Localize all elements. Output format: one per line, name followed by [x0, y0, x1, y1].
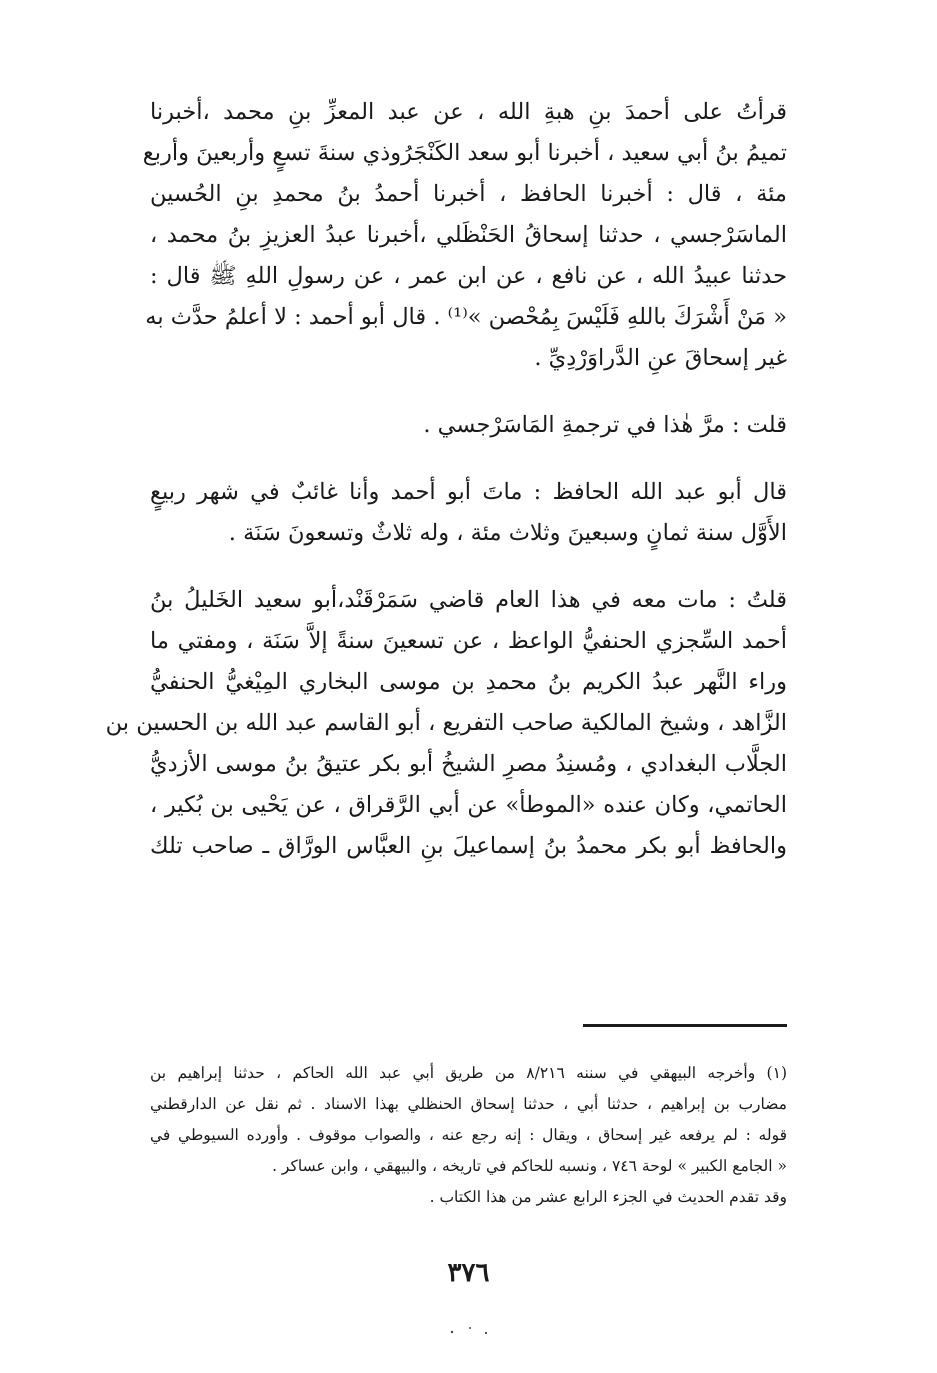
- footnote-line: وقد تقدم الحديث في الجزء الرابع عشر من هذا الكتاب .: [429, 1188, 787, 1206]
- scan-specks: [440, 1320, 500, 1340]
- text-line: والحافظ أبو بكر محمدُ بنُ إسماعيلَ بنِ العبَّاس الورَّاق ـ صاحب تلك: [150, 833, 787, 859]
- footnote-line: مضارب بن إبراهيم ، حدثنا أبي ، حدثنا إسحاق الحنظلي بهذا الاسناد . ثم نقل عن الدارقطني: [150, 1095, 787, 1113]
- text-line: الحاتمي، وكان عنده «الموطأ» عن أبي الرَّقراق ، عن يَحْيى بن بُكير ،: [150, 792, 787, 818]
- page-number: ٣٧٦: [447, 1258, 490, 1288]
- text-line: قلتُ : مات معه في هذا العام قاضي سَمَرْقَنْد،أبو سعيد الخَليلُ بنُ: [150, 587, 787, 613]
- footnote-line: « الجامع الكبير » لوحة ٧٤٦ ، ونسبه للحاكم في تاريخه ، والبيهقي ، وابن عساكر .: [272, 1157, 787, 1175]
- text-line: الماسَرْجسي ، حدثنا إسحاقُ الحَنْظَلي ،أخبرنا عبدُ العزيزِ بنُ محمد ،: [150, 222, 787, 248]
- text-line: قال أبو عبد الله الحافظ : ماتَ أبو أحمد وأنا غائبٌ في شهر ربيعٍ: [150, 479, 787, 505]
- text-line: وراء النَّهر عبدُ الكريم بنُ محمدِ بن موسى البخاري المِيْغيُّ الحنفيُّ: [150, 669, 787, 695]
- text-line: الجلَّاب البغدادي ، ومُسنِدُ مصرِ الشيخُ أبو بكر عتيقُ بنُ موسى الأزديُّ: [150, 751, 787, 777]
- text-line: « مَنْ أَشْرَكَ باللهِ فَلَيْسَ بِمُحْصن »⁽¹⁾ . قال أبو أحمد : لا أعلمُ حدَّث به: [145, 304, 787, 330]
- text-line: قرأتُ على أحمدَ بنِ هبةِ الله ، عن عبد المعزِّ بنِ محمد ،أخبرنا: [150, 99, 787, 125]
- footnote-line: قوله : لم يرفعه غير إسحاق ، ويقال : إنه رجع عنه ، والصواب موقوف . وأورده السيوطي في: [150, 1126, 787, 1144]
- text-line: تميمُ بنُ أبي سعيد ، أخبرنا أبو سعد الكَنْجَرُوذي سنةَ تسعٍ وأربعينَ وأربع: [142, 140, 787, 166]
- text-line: قلت : مرَّ هٰذا في ترجمةِ المَاسَرْجسي .: [423, 412, 787, 438]
- text-line: غير إسحاقَ عنِ الدَّراوَرْدِيِّ .: [534, 345, 787, 371]
- paragraph-1: [142, 92, 787, 379]
- footnote-separator: [583, 1024, 787, 1027]
- text-line: الزَّاهد ، وشيخ المالكية صاحب التفريع ، أبو القاسم عبد الله بن الحسين بن: [105, 710, 787, 736]
- main-text: [105, 92, 787, 867]
- footnote-line: (١) وأخرجه البيهقي في سننه ٨/٢١٦ من طريق أبي عبد الله الحاكم ، حدثنا إبراهيم بن: [150, 1064, 787, 1082]
- text-line: أحمد السِّجزي الحنفيُّ الواعظ ، عن تسعينَ سنةً إلاَّ سَنَة ، ومفتي ما: [150, 628, 787, 654]
- text-line: حدثنا عبيدُ الله ، عن نافع ، عن ابن عمر ، عن رسولِ اللهِ ﷺ قال :: [150, 263, 787, 289]
- paragraph-3: [150, 472, 787, 554]
- text-line: مئة ، قال : أخبرنا الحافظ ، أخبرنا أحمدُ بنُ محمدِ بنِ الحُسين: [150, 181, 787, 207]
- text-line: الأَوَّل سنة ثمانٍ وسبعينَ وثلاث مئة ، وله ثلاثٌ وتسعونَ سَنَة .: [228, 520, 787, 546]
- paragraph-4: [105, 580, 787, 867]
- paragraph-2: [150, 405, 787, 446]
- footnotes: [150, 1058, 787, 1213]
